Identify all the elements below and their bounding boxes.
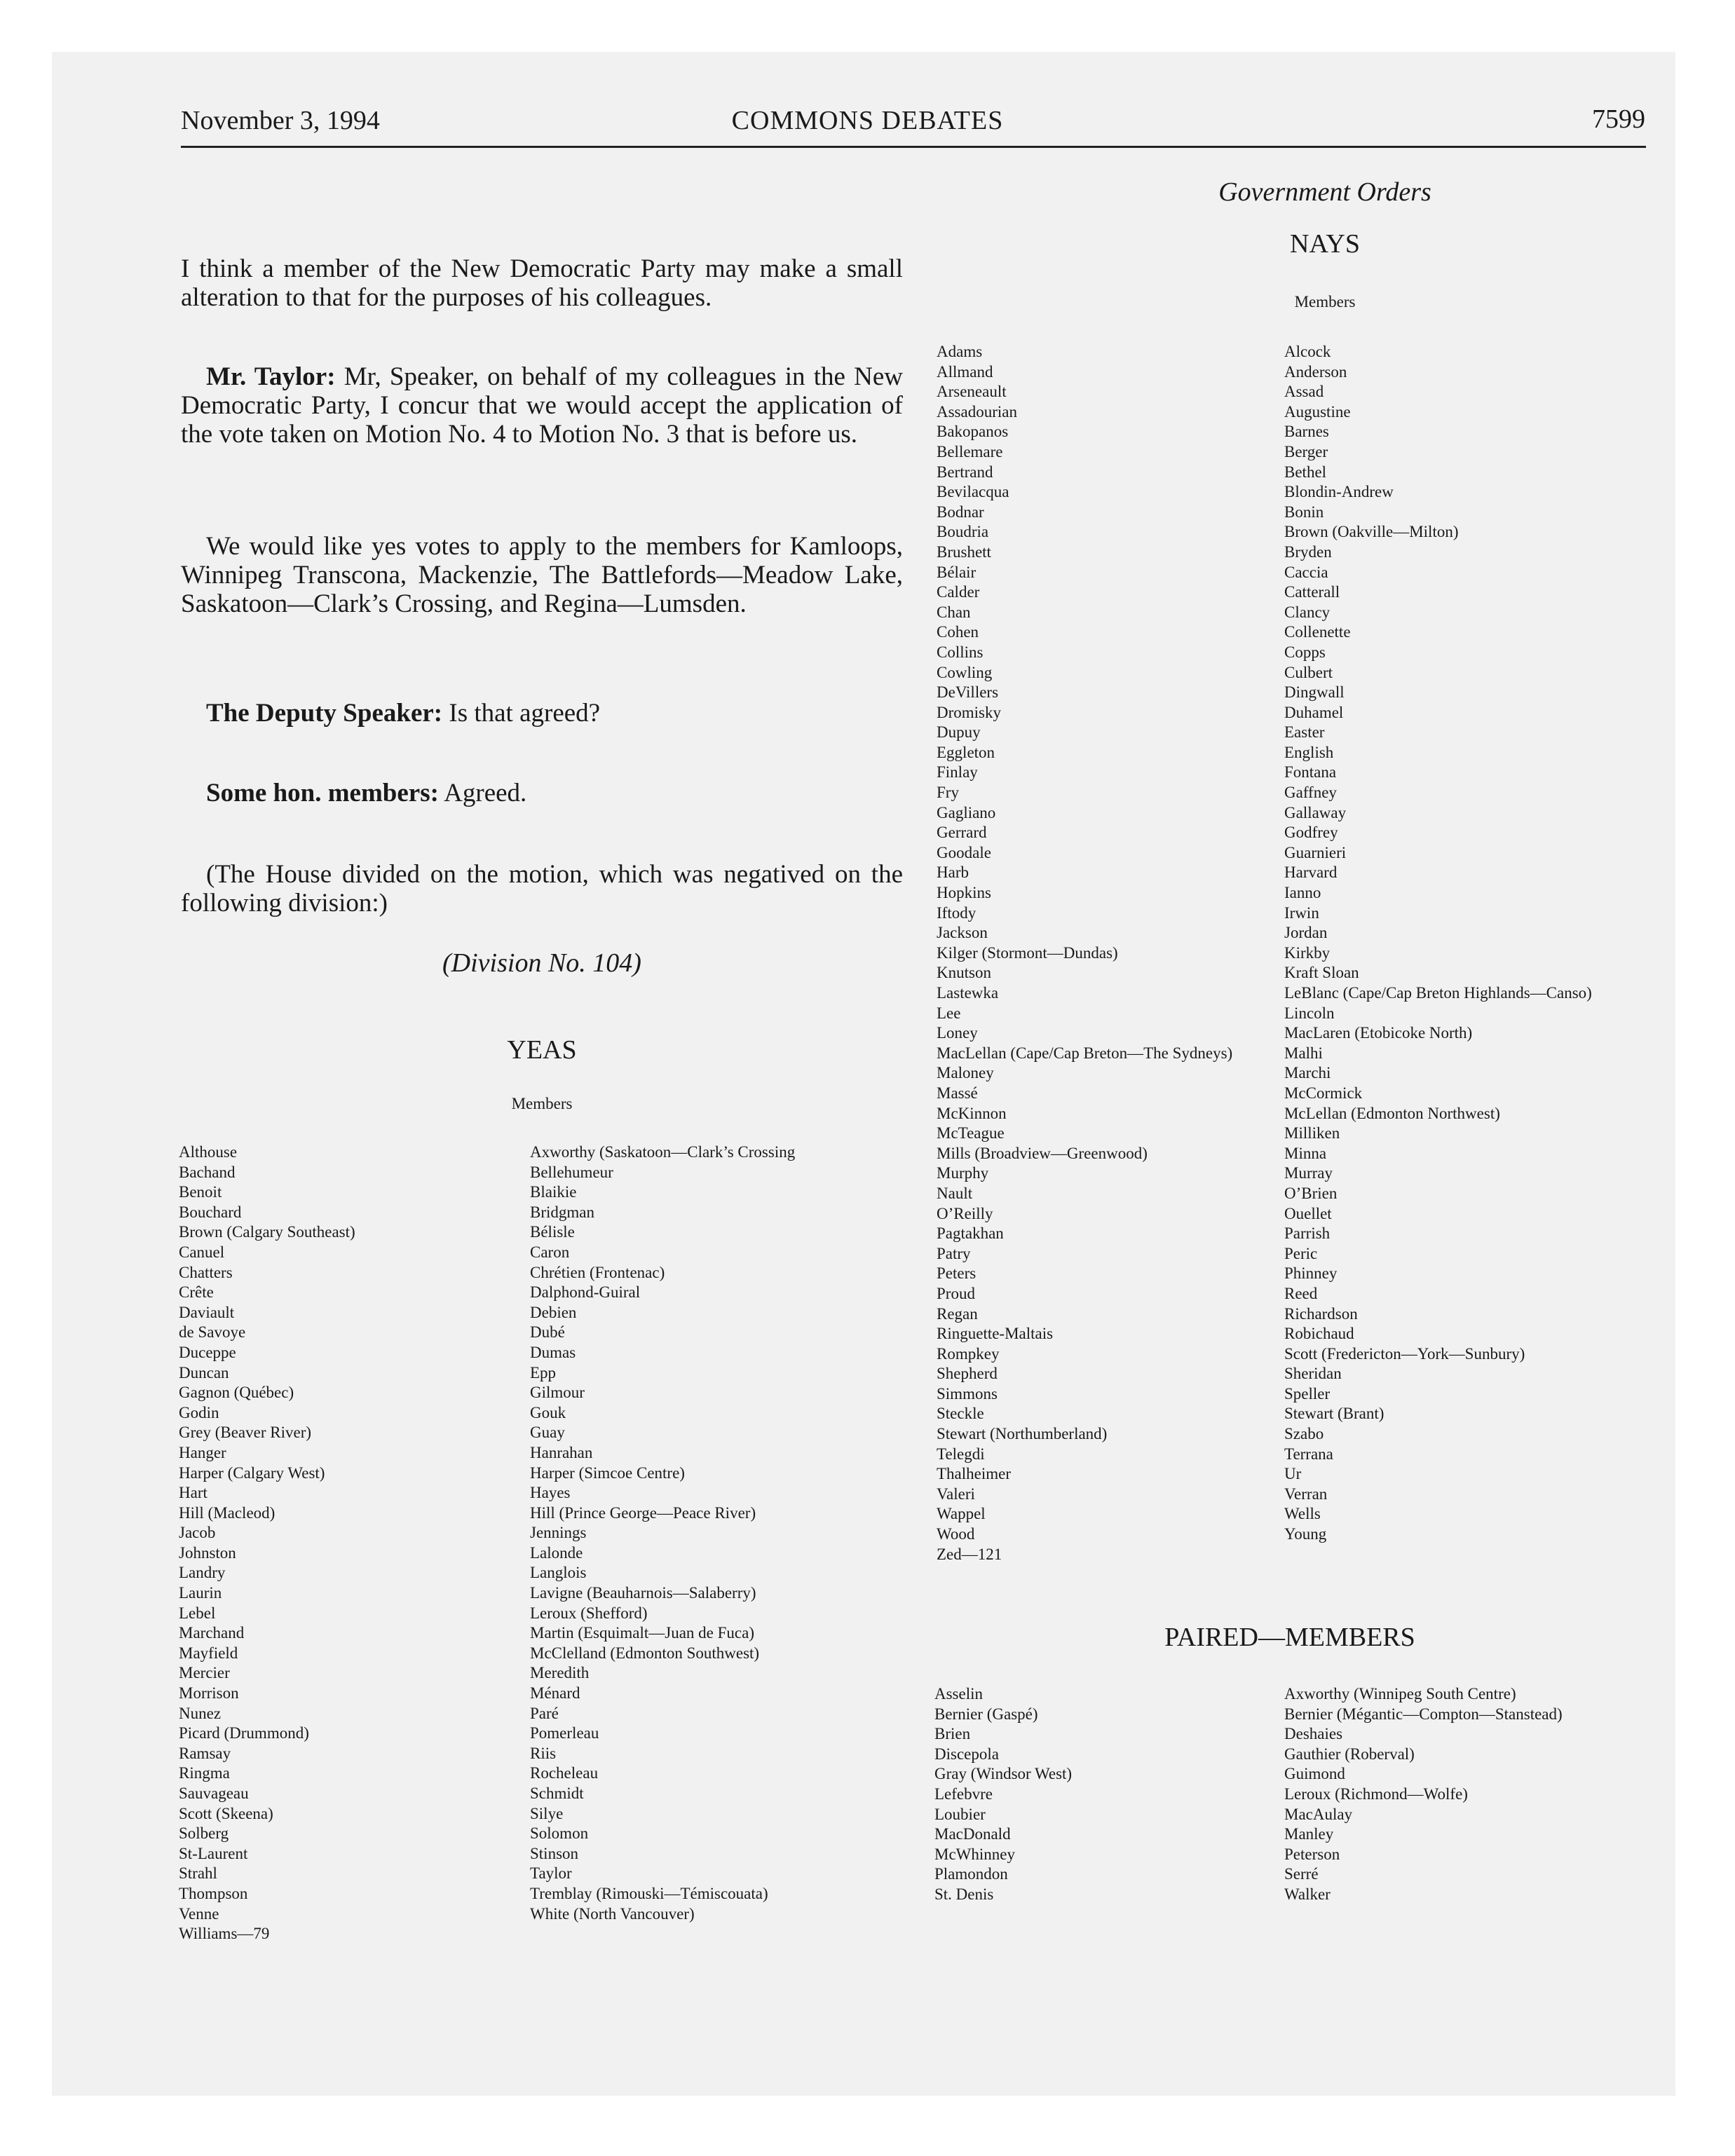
member-name: Benoit xyxy=(179,1183,222,1201)
member-name: Clancy xyxy=(1284,603,1331,621)
member-name: MacAulay xyxy=(1284,1805,1353,1823)
member-name: Wells xyxy=(1284,1505,1321,1523)
member-name: Bonin xyxy=(1284,503,1324,521)
member-name: Taylor xyxy=(530,1864,572,1883)
speaker-name: The Deputy Speaker: xyxy=(206,699,443,728)
member-name: Richardson xyxy=(1284,1304,1358,1323)
member-name: Godin xyxy=(179,1403,219,1421)
member-name: Lalonde xyxy=(530,1543,583,1562)
member-name: Patry xyxy=(937,1244,971,1262)
paired-heading: PAIRED—MEMBERS xyxy=(1164,1623,1415,1652)
header-page-number: 7599 xyxy=(1592,104,1645,134)
member-name: Assadourian xyxy=(937,402,1017,421)
member-name: Leroux (Richmond—Wolfe) xyxy=(1284,1785,1468,1803)
member-name: Allmand xyxy=(937,362,993,381)
member-name: Iftody xyxy=(937,903,977,922)
member-name: Loney xyxy=(937,1024,978,1042)
member-name: Terrana xyxy=(1284,1445,1333,1463)
member-name: Phinney xyxy=(1284,1264,1338,1283)
member-name: Duhamel xyxy=(1284,703,1344,721)
member-name: O’Reilly xyxy=(937,1204,993,1222)
speech-text: Mr, Speaker, on behalf of my colleagues in the New Democratic Party, I concur that we would accept the application of the vote taken on Motion No. 4 to Motion No. 3 that is before us. xyxy=(181,362,903,449)
member-name: Pomerleau xyxy=(530,1724,599,1742)
member-name: McClelland (Edmonton Southwest) xyxy=(530,1644,760,1662)
member-name: Ringma xyxy=(179,1764,230,1782)
member-name: Bouchard xyxy=(179,1203,242,1221)
member-name: Fry xyxy=(937,784,959,802)
member-name: Gagnon (Québec) xyxy=(179,1384,294,1402)
member-name: Ianno xyxy=(1284,884,1321,902)
member-name: Alcock xyxy=(1284,343,1331,360)
member-name: Gray (Windsor West) xyxy=(934,1765,1073,1783)
member-name: Walker xyxy=(1284,1885,1331,1903)
header-date: November 3, 1994 xyxy=(181,106,380,135)
member-name: Milliken xyxy=(1284,1124,1340,1142)
member-name: Arseneault xyxy=(937,383,1007,401)
member-name: Bellemare xyxy=(937,442,1003,460)
member-name: Marchi xyxy=(1284,1064,1331,1082)
member-name: Caccia xyxy=(1284,563,1328,581)
member-name: Murray xyxy=(1284,1164,1333,1182)
member-name: Gerrard xyxy=(937,824,987,842)
paired-list-col1 xyxy=(934,1684,1072,1905)
member-name: Harb xyxy=(937,864,969,882)
member-name: Duncan xyxy=(179,1363,229,1381)
speech-text: Is that agreed? xyxy=(442,699,601,728)
member-name: Nunez xyxy=(179,1704,222,1722)
paragraph-deputy-speaker xyxy=(181,699,903,728)
member-name: Brien xyxy=(934,1725,971,1743)
member-name: Jackson xyxy=(937,924,988,942)
member-name: Ramsay xyxy=(179,1744,231,1762)
member-name: Dupuy xyxy=(937,723,981,742)
member-name: Nault xyxy=(937,1184,973,1202)
member-name: Chrétien (Frontenac) xyxy=(530,1263,665,1281)
member-name: Valeri xyxy=(937,1485,975,1503)
member-name: Axworthy (Saskatoon—Clark’s Crossing xyxy=(530,1143,796,1161)
member-name: Sauvageau xyxy=(179,1785,249,1802)
member-name: Cowling xyxy=(937,663,993,681)
member-name: Johnston xyxy=(179,1543,236,1562)
member-name: Epp xyxy=(530,1363,557,1381)
member-name: Fontana xyxy=(1284,763,1337,782)
member-name: Stewart (Brant) xyxy=(1284,1405,1384,1423)
member-name: Gallaway xyxy=(1284,803,1347,821)
member-name: Thompson xyxy=(179,1884,248,1902)
member-name: Hayes xyxy=(530,1484,571,1502)
member-name: Minna xyxy=(1284,1144,1327,1162)
member-name: Anderson xyxy=(1284,362,1347,381)
member-name: Bélisle xyxy=(530,1223,575,1241)
member-name: Kraft Sloan xyxy=(1284,964,1359,982)
member-name: Rompkey xyxy=(937,1344,1000,1363)
member-name: O’Brien xyxy=(1284,1184,1338,1202)
member-name: Bethel xyxy=(1284,463,1327,481)
member-name: Dingwall xyxy=(1284,683,1345,702)
member-name: MacLellan (Cape/Cap Breton—The Sydneys) xyxy=(937,1044,1233,1062)
member-name: Peters xyxy=(937,1264,977,1283)
member-name: English xyxy=(1284,743,1334,761)
nays-heading: NAYS xyxy=(1290,229,1360,259)
member-name: Duceppe xyxy=(179,1343,236,1361)
yeas-members-label: Members xyxy=(511,1095,573,1112)
member-name: Jordan xyxy=(1284,924,1328,942)
member-name: McWhinney xyxy=(934,1845,1015,1863)
member-name: Dalphond-Guiral xyxy=(530,1283,641,1302)
member-name: Deshaies xyxy=(1284,1725,1343,1743)
member-name: Pagtakhan xyxy=(937,1224,1004,1243)
member-name: Meredith xyxy=(530,1664,590,1682)
member-name: Axworthy (Winnipeg South Centre) xyxy=(1284,1685,1516,1703)
member-name: Calder xyxy=(937,583,980,601)
member-name: Bridgman xyxy=(530,1203,594,1221)
member-name: Irwin xyxy=(1284,903,1319,922)
member-name: Gilmour xyxy=(530,1384,585,1402)
member-name: Brown (Oakville—Milton) xyxy=(1284,523,1459,541)
member-name: Hanger xyxy=(179,1443,226,1461)
member-name: LeBlanc (Cape/Cap Breton Highlands—Canso) xyxy=(1284,984,1592,1002)
speech-text: Agreed. xyxy=(438,779,527,807)
member-name: Caron xyxy=(530,1243,570,1261)
member-name: MacDonald xyxy=(934,1825,1011,1843)
member-name: Serré xyxy=(1284,1865,1319,1883)
paragraph-intro: I think a member of the New Democratic Party may make a small alteration to that for the purposes of his colleagues. xyxy=(181,254,903,312)
header-rule xyxy=(181,146,1646,148)
nays-members-label: Members xyxy=(1294,293,1356,311)
paragraph-members-agreed xyxy=(181,779,903,807)
member-name: Daviault xyxy=(179,1303,235,1321)
member-name: Scott (Fredericton—York—Sunbury) xyxy=(1284,1344,1525,1363)
member-name: Collins xyxy=(937,643,984,661)
member-name: Gauthier (Roberval) xyxy=(1284,1745,1415,1763)
member-name: St. Denis xyxy=(934,1885,994,1903)
member-name: Rocheleau xyxy=(530,1764,599,1782)
member-name: Finlay xyxy=(937,763,978,782)
member-name: Bernier (Mégantic—Compton—Stanstead) xyxy=(1284,1705,1563,1723)
nays-list-col1 xyxy=(937,342,1232,1564)
member-name: Landry xyxy=(179,1564,226,1582)
member-name: Silye xyxy=(530,1804,564,1822)
member-name: Plamondon xyxy=(934,1865,1008,1883)
member-name: Jacob xyxy=(179,1524,216,1542)
member-name: Telegdi xyxy=(937,1445,985,1463)
member-name: Schmidt xyxy=(530,1785,584,1802)
member-name: Gagliano xyxy=(937,803,996,821)
member-name: Harper (Simcoe Centre) xyxy=(530,1464,685,1482)
member-name: Mayfield xyxy=(179,1644,238,1662)
member-name: Berger xyxy=(1284,442,1328,460)
member-name: Hill (Macleod) xyxy=(179,1503,275,1522)
member-name: Kirkby xyxy=(1284,943,1331,962)
member-name: McLellan (Edmonton Northwest) xyxy=(1284,1104,1500,1122)
member-name: Lebel xyxy=(179,1604,216,1622)
yeas-list-col2 xyxy=(530,1142,795,1924)
section-title: Government Orders xyxy=(1218,177,1431,207)
member-name: Parrish xyxy=(1284,1224,1331,1243)
member-name: Robichaud xyxy=(1284,1325,1354,1343)
member-name: Laurin xyxy=(179,1584,222,1602)
member-name: Blaikie xyxy=(530,1183,577,1201)
member-name: Malhi xyxy=(1284,1044,1323,1062)
header-journal-title: COMMONS DEBATES xyxy=(731,106,1004,135)
member-name: Szabo xyxy=(1284,1425,1324,1443)
member-name: Adams xyxy=(937,343,983,360)
member-name: Harper (Calgary West) xyxy=(179,1464,325,1482)
member-name: Solomon xyxy=(530,1824,589,1843)
member-name: Guimond xyxy=(1284,1765,1345,1783)
division-number: (Division No. 104) xyxy=(442,948,641,978)
member-name: Williams—79 xyxy=(179,1925,270,1943)
member-name: Kilger (Stormont—Dundas) xyxy=(937,943,1118,962)
member-name: Morrison xyxy=(179,1684,239,1703)
member-name: Culbert xyxy=(1284,663,1333,681)
member-name: Young xyxy=(1284,1525,1327,1543)
member-name: Simmons xyxy=(937,1384,998,1403)
member-name: Mercier xyxy=(179,1664,230,1682)
speaker-name: Mr. Taylor: xyxy=(206,362,336,391)
member-name: Verran xyxy=(1284,1485,1328,1503)
member-name: Thalheimer xyxy=(937,1465,1012,1483)
member-name: Althouse xyxy=(179,1143,238,1161)
member-name: Ouellet xyxy=(1284,1204,1332,1222)
member-name: Regan xyxy=(937,1304,978,1323)
yeas-heading: YEAS xyxy=(507,1035,577,1065)
member-name: Marchand xyxy=(179,1624,245,1642)
member-name: Tremblay (Rimouski—Témiscouata) xyxy=(530,1884,768,1902)
speaker-name: Some hon. members: xyxy=(206,779,439,807)
member-name: Mills (Broadview—Greenwood) xyxy=(937,1144,1148,1162)
member-name: Asselin xyxy=(934,1685,983,1703)
member-name: St-Laurent xyxy=(179,1844,248,1862)
member-name: Bachand xyxy=(179,1163,236,1181)
member-name: Boudria xyxy=(937,523,989,541)
member-name: Wood xyxy=(937,1525,975,1543)
member-name: Debien xyxy=(530,1303,577,1321)
member-name: Discepola xyxy=(934,1745,999,1763)
member-name: Bélair xyxy=(937,563,977,581)
member-name: Massé xyxy=(937,1084,978,1102)
member-name: Stinson xyxy=(530,1844,579,1862)
paired-list-col2 xyxy=(1284,1684,1563,1905)
member-name: Guay xyxy=(530,1424,565,1442)
member-name: Gouk xyxy=(530,1403,566,1421)
member-name: Ringuette-Maltais xyxy=(937,1325,1054,1343)
paragraph-yes-votes: We would like yes votes to apply to the members for Kamloops, Winnipeg Transcona, Mackenzie, The Battlefords—Meadow Lake, Saskatoon—Clark’s Crossing, and Regina—Lumsden. xyxy=(181,532,903,618)
yeas-list-col1 xyxy=(179,1142,355,1944)
member-name: McCormick xyxy=(1284,1084,1363,1102)
member-name: Martin (Esquimalt—Juan de Fuca) xyxy=(530,1624,755,1642)
member-name: Peterson xyxy=(1284,1845,1340,1863)
member-name: Sheridan xyxy=(1284,1365,1342,1383)
member-name: Leroux (Shefford) xyxy=(530,1604,648,1622)
member-name: Scott (Skeena) xyxy=(179,1804,273,1822)
member-name: Hart xyxy=(179,1484,207,1502)
member-name: Bakopanos xyxy=(937,423,1009,441)
member-name: White (North Vancouver) xyxy=(530,1904,695,1923)
member-name: Chatters xyxy=(179,1263,233,1281)
member-name: Riis xyxy=(530,1744,557,1762)
member-name: Assad xyxy=(1284,383,1324,401)
member-name: MacLaren (Etobicoke North) xyxy=(1284,1024,1473,1042)
member-name: Stewart (Northumberland) xyxy=(937,1425,1108,1443)
member-name: Godfrey xyxy=(1284,824,1338,842)
member-name: Bellehumeur xyxy=(530,1163,613,1181)
member-name: Harvard xyxy=(1284,864,1338,882)
member-name: Barnes xyxy=(1284,423,1329,441)
member-name: DeVillers xyxy=(937,683,999,702)
member-name: Dumas xyxy=(530,1343,576,1361)
member-name: Lastewka xyxy=(937,984,999,1002)
member-name: Bernier (Gaspé) xyxy=(934,1705,1038,1723)
member-name: Hopkins xyxy=(937,884,991,902)
member-name: Steckle xyxy=(937,1405,984,1423)
member-name: Brown (Calgary Southeast) xyxy=(179,1223,355,1241)
member-name: Dubé xyxy=(530,1323,565,1342)
member-name: de Savoye xyxy=(179,1323,246,1342)
member-name: McTeague xyxy=(937,1124,1005,1142)
member-name: Easter xyxy=(1284,723,1325,742)
member-name: Maloney xyxy=(937,1064,994,1082)
member-name: Knutson xyxy=(937,964,991,982)
member-name: Speller xyxy=(1284,1384,1331,1403)
member-name: Solberg xyxy=(179,1824,229,1843)
member-name: Copps xyxy=(1284,643,1326,661)
member-name: Reed xyxy=(1284,1284,1318,1302)
member-name: Shepherd xyxy=(937,1365,998,1383)
member-name: Brushett xyxy=(937,543,991,561)
member-name: Collenette xyxy=(1284,623,1351,641)
member-name: Peric xyxy=(1284,1244,1318,1262)
member-name: McKinnon xyxy=(937,1104,1007,1122)
member-name: Gaffney xyxy=(1284,784,1337,802)
member-name: Strahl xyxy=(179,1864,217,1883)
member-name: Crête xyxy=(179,1283,214,1302)
paragraph-taylor xyxy=(181,362,903,449)
member-name: Bodnar xyxy=(937,503,984,521)
member-name: Cohen xyxy=(937,623,979,641)
member-name: Lefebvre xyxy=(934,1785,993,1803)
member-name: Ménard xyxy=(530,1684,580,1703)
member-name: Grey (Beaver River) xyxy=(179,1424,312,1442)
member-name: Blondin-Andrew xyxy=(1284,483,1394,501)
member-name: Ur xyxy=(1284,1465,1302,1483)
member-name: Guarnieri xyxy=(1284,843,1347,861)
member-name: Bevilacqua xyxy=(937,483,1009,501)
member-name: Bertrand xyxy=(937,463,993,481)
member-name: Goodale xyxy=(937,843,991,861)
member-name: Catterall xyxy=(1284,583,1340,601)
member-name: Wappel xyxy=(937,1505,986,1523)
member-name: Lavigne (Beauharnois—Salaberry) xyxy=(530,1584,756,1602)
paragraph-division-note: (The House divided on the motion, which was negatived on the following division:) xyxy=(181,860,903,917)
member-name: Zed—121 xyxy=(937,1545,1002,1563)
member-name: Paré xyxy=(530,1704,559,1722)
member-name: Eggleton xyxy=(937,743,995,761)
member-name: Manley xyxy=(1284,1825,1334,1843)
member-name: Jennings xyxy=(530,1524,587,1542)
member-name: Lee xyxy=(937,1004,961,1022)
member-name: Proud xyxy=(937,1284,975,1302)
member-name: Augustine xyxy=(1284,402,1351,421)
member-name: Langlois xyxy=(530,1564,587,1582)
member-name: Bryden xyxy=(1284,543,1332,561)
member-name: Loubier xyxy=(934,1805,986,1823)
member-name: Chan xyxy=(937,603,971,621)
nays-list-col2 xyxy=(1284,342,1592,1545)
member-name: Hanrahan xyxy=(530,1443,593,1461)
member-name: Hill (Prince George—Peace River) xyxy=(530,1503,756,1522)
member-name: Canuel xyxy=(179,1243,225,1261)
member-name: Dromisky xyxy=(937,703,1001,721)
member-name: Murphy xyxy=(937,1164,989,1182)
member-name: Lincoln xyxy=(1284,1004,1335,1022)
member-name: Picard (Drummond) xyxy=(179,1724,309,1742)
member-name: Venne xyxy=(179,1904,219,1923)
